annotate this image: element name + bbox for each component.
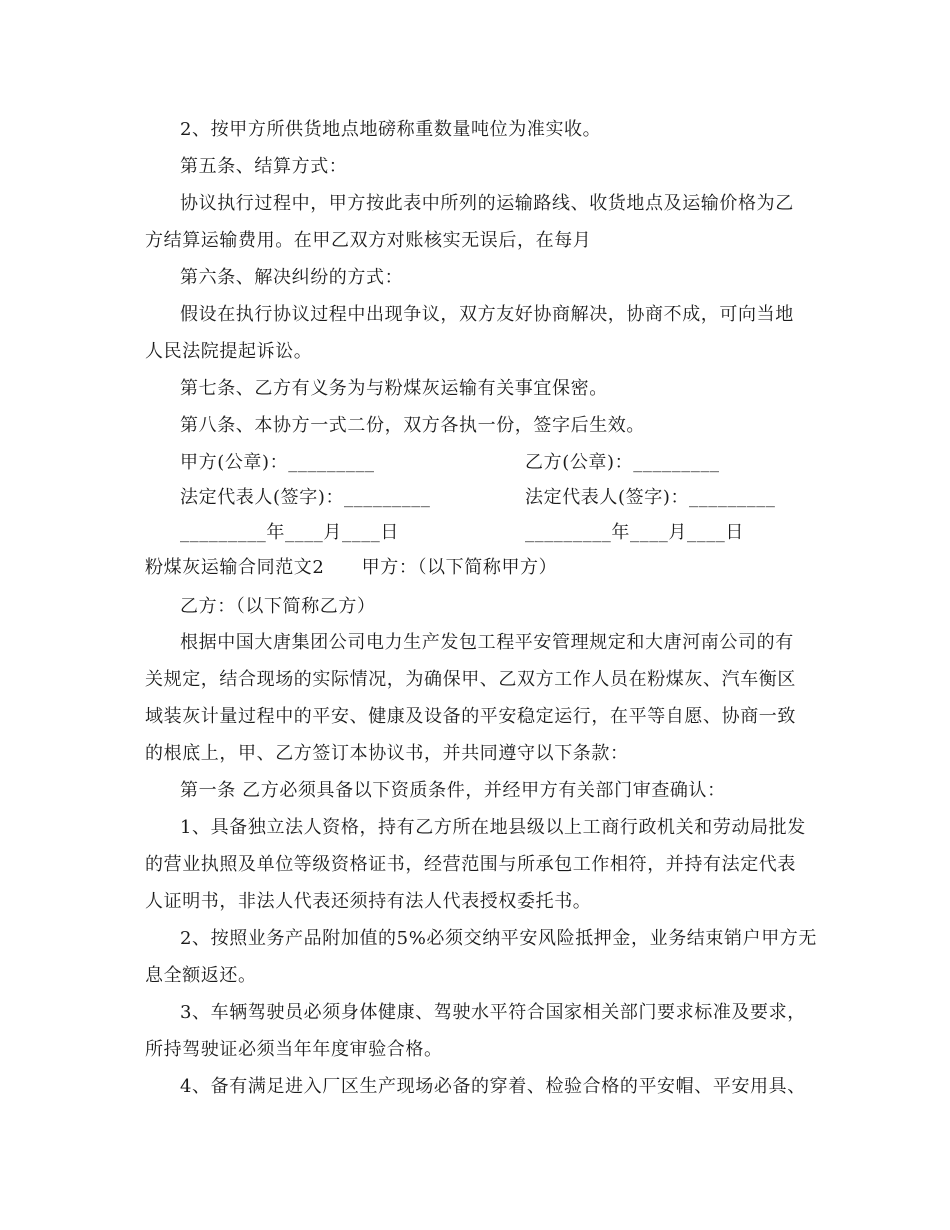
paragraph-line: 的营业执照及单位等级资格证书，经营范围与所承包工作相符，并持有法定代表 [145,854,796,875]
section-title: 粉煤灰运输合同范文2 甲方：（以下简称甲方） [145,557,558,578]
article-heading: 第六条、解决纠纷的方式： [180,267,404,288]
paragraph-line: 方结算运输费用。在甲乙双方对账核实无误后，在每月 [145,230,592,251]
paragraph-line: 域装灰计量过程中的平安、健康及设备的平安稳定运行，在平等自愿、协商一致 [145,706,796,727]
paragraph-line: 3、车辆驾驶员必须身体健康、驾驶水平符合国家相关部门要求标准及要求， [180,1002,806,1023]
article-heading: 第七条、乙方有义务为与粉煤灰运输有关事宜保密。 [180,378,608,399]
article-heading: 第八条、本协方一式二份，双方各执一份，签字后生效。 [180,415,645,436]
paragraph-line: 4、备有满足进入厂区生产现场必备的穿着、检验合格的平安帽、平安用具、 [180,1076,806,1097]
paragraph-line: 乙方：（以下简称乙方） [180,596,376,617]
paragraph-line: 息全额返还。 [145,965,257,986]
paragraph-line: 的根底上，甲、乙方签订本协议书，并共同遵守以下条款： [145,743,629,764]
paragraph-line: 假设在执行协议过程中出现争议，双方友好协商解决，协商不成，可向当地 [180,304,794,325]
paragraph-line: 人证明书，非法人代表还须持有法人代表授权委托书。 [145,891,592,912]
party-a-representative: 法定代表人(签字)：_________ [180,487,431,508]
paragraph-line: 2、按照业务产品附加值的5%必须交纳平安风险抵押金，业务结束销户甲方无 [180,928,818,949]
paragraph-line: 协议执行过程中，甲方按此表中所列的运输路线、收货地点及运输价格为乙 [180,193,794,214]
article-heading: 第一条 乙方必须具备以下资质条件，并经甲方有关部门审查确认： [180,780,726,801]
paragraph-line: 根据中国大唐集团公司电力生产发包工程平安管理规定和大唐河南公司的有 [180,632,794,653]
article-heading: 第五条、结算方式： [180,156,348,177]
paragraph-line: 关规定，结合现场的实际情况，为确保甲、乙双方工作人员在粉煤灰、汽车衡区 [145,669,796,690]
party-b-seal: 乙方(公章)：_________ [525,452,720,473]
paragraph-line: 人民法院提起诉讼。 [145,341,313,362]
paragraph-line: 2、按甲方所供货地点地磅称重数量吨位为准实收。 [180,119,602,140]
paragraph-line: 1、具备独立法人资格，持有乙方所在地县级以上工商行政机关和劳动局批发 [180,817,806,838]
paragraph-line: 所持驾驶证必须当年年度审验合格。 [145,1039,443,1060]
party-b-representative: 法定代表人(签字)：_________ [525,487,776,508]
party-b-date: _________年____月____日 [525,522,744,543]
party-a-date: _________年____月____日 [180,522,399,543]
party-a-seal: 甲方(公章)：_________ [180,452,375,473]
